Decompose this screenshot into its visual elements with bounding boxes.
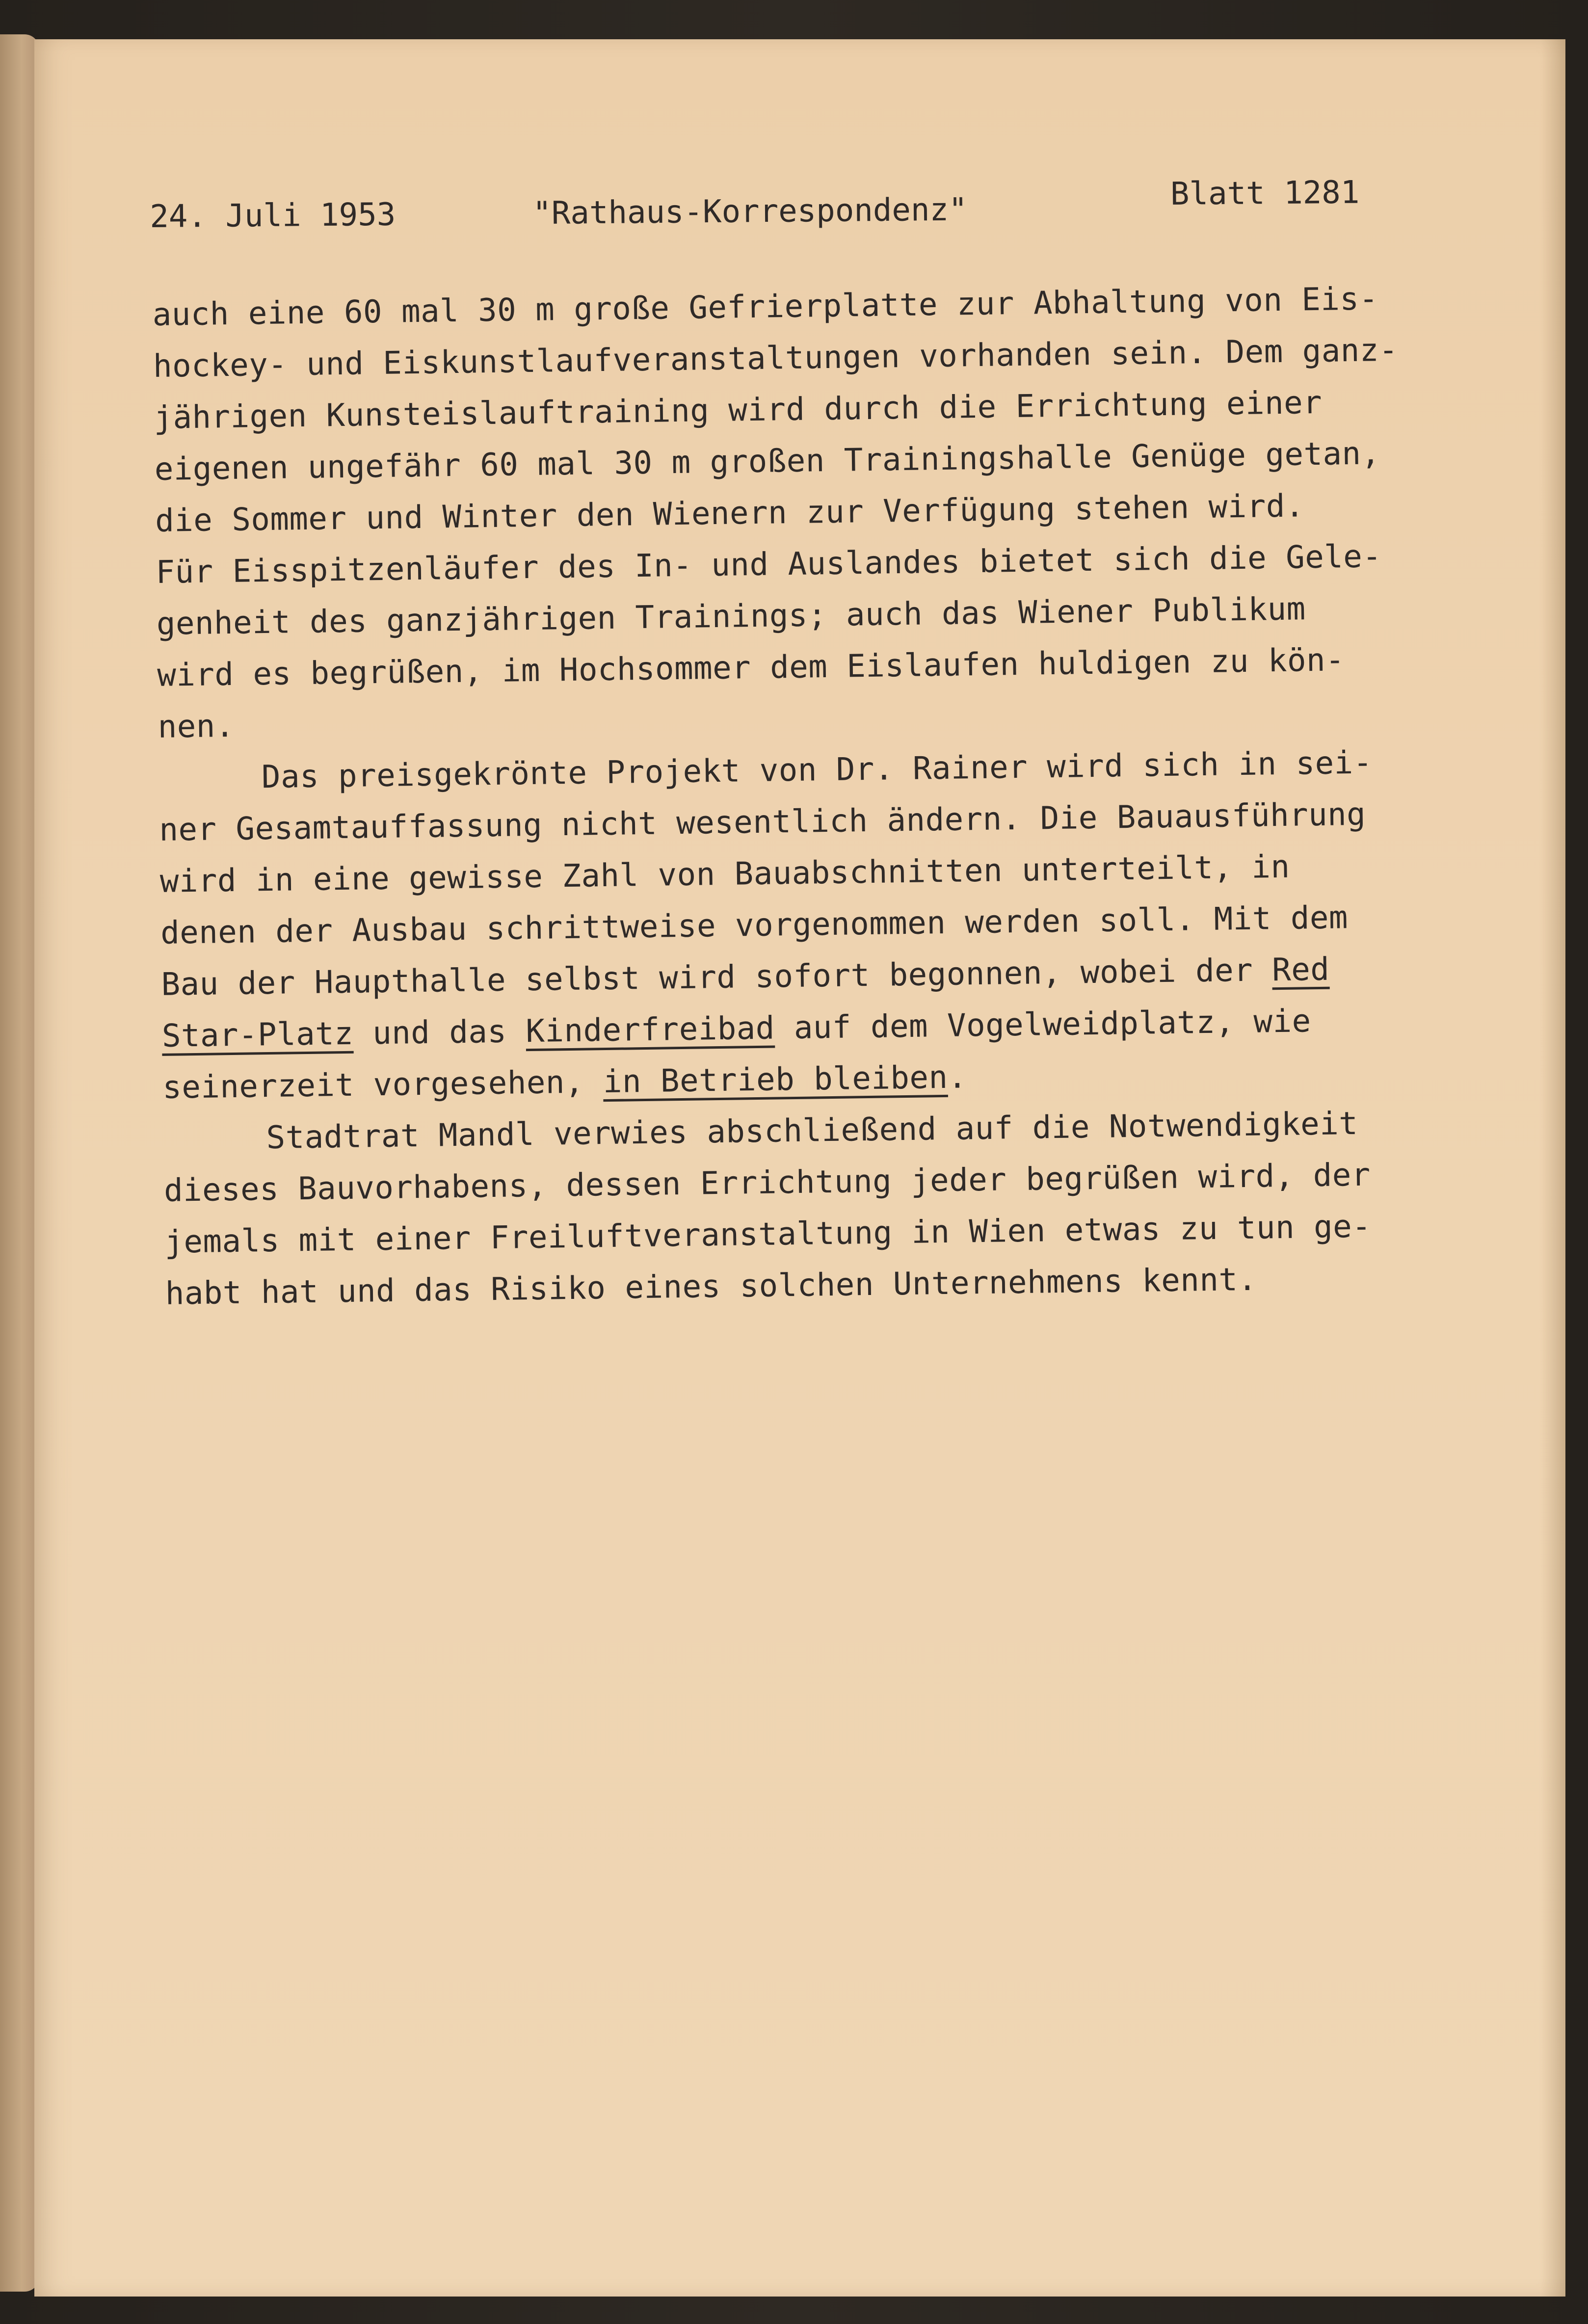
underlined-text: in Betrieb bleiben (603, 1059, 948, 1101)
header-date: 24. Juli 1953 (150, 196, 396, 235)
header-sheet-number: Blatt 1281 (1170, 174, 1360, 212)
text-segment: auf dem Vogelweidplatz, wie (774, 1003, 1312, 1047)
underlined-text: Red (1271, 951, 1330, 989)
text-segment: . (947, 1059, 967, 1096)
text-line: eigenen ungefähr 60 mal 30 m großen Trainingshalle Genüge getan, (154, 435, 1381, 488)
text-line: wird es begrüßen, im Hochsommer dem Eislaufen huldigen zu kön- (157, 642, 1345, 694)
underlined-text: Star-Platz (161, 1015, 354, 1055)
text-line: denen der Ausbau schrittweise vorgenommen werden soll. Mit dem (160, 899, 1349, 951)
page-shadow-edge (1541, 39, 1565, 2297)
previous-page-edge (0, 34, 39, 2292)
underlined-text: Kinderfreibad (525, 1010, 775, 1050)
text-line: habt hat und das Risiko eines solchen Unternehmens kennt. (165, 1261, 1257, 1312)
text-segment: Bau der Haupthalle selbst wird sofort begonnen, wobei der (161, 952, 1272, 1003)
text-line: dieses Bauvorhabens, dessen Errichtung jeder begrüßen wird, der (163, 1157, 1371, 1209)
text-line: Das preisgekrönte Projekt von Dr. Rainer wird sich in sei- (261, 744, 1373, 796)
text-line: jährigen Kunsteislauftraining wird durch die Errichtung einer (153, 384, 1323, 436)
header-publication: "Rathaus-Korrespondenz" (532, 191, 968, 232)
body-text (152, 272, 1520, 1320)
text-segment: und das (353, 1013, 526, 1052)
text-line: wird in eine gewisse Zahl von Bauabschnitten unterteilt, in (159, 848, 1290, 900)
text-line: Für Eisspitzenläufer des In- und Auslandes bietet sich die Gele- (156, 538, 1382, 591)
text-line: hockey- und Eiskunstlaufveranstaltungen vorhanden sein. Dem ganz- (153, 332, 1399, 385)
text-line: ner Gesamtauffassung nicht wesentlich ändern. Die Bauausführung (159, 796, 1366, 848)
text-line: Stadtrat Mandl verwies abschließend auf die Notwendigkeit (266, 1105, 1358, 1157)
text-line: nen. (158, 708, 235, 745)
text-line: jemals mit einer Freiluftveranstaltung in Wien etwas zu tun ge- (164, 1208, 1372, 1261)
text-segment: seinerzeit vorgesehen, (162, 1064, 604, 1106)
text-line: auch eine 60 mal 30 m große Gefrierplatte zur Abhaltung von Eis- (152, 281, 1378, 333)
text-line: genheit des ganzjährigen Trainings; auch das Wiener Publikum (156, 591, 1306, 642)
text-line: die Sommer und Winter den Wienern zur Verfügung stehen wird. (155, 488, 1305, 539)
